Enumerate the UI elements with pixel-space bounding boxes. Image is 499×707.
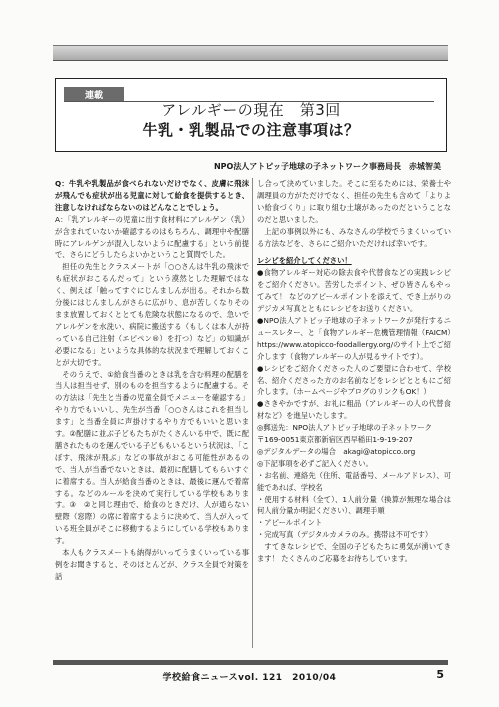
question-text: Q：牛乳や乳製品が食べられないだけでなく、皮膚に飛沫が飛んでも症状が出る児童に対して給食を提供するとき、注意しなければならないのはどんなことでしょう。 xyxy=(55,179,249,212)
series-badge: 連載 xyxy=(64,87,124,101)
list-item: ●さきやかですが、お礼に粗品（アレルギーの人の代替食材など）を進呈いたします。 xyxy=(257,399,451,421)
bottom-rule xyxy=(53,660,448,665)
list-item: ●食物アレルギー対応の除去食や代替食などの実践レシピをご紹介ください。苦労したポイント、ぜひ皆さんもやってみて！ などのアピールポイントを添えて、でき上がりのデジカメ写真とともにレシピをお送りください。 xyxy=(257,268,451,314)
paragraph: し合って決めていました。そこに至るためには、栄養士や調理員の方がただけでなく、担任の先生も含めて「よりよい給食づくり」に取り組む土壌があったのだということなのだと思いました。 xyxy=(257,179,451,224)
page-number: 5 xyxy=(436,668,444,681)
top-rule xyxy=(53,45,448,61)
paragraph: 上記の事例以外にも、みなさんの学校でうまくいっている方法などを、さらにご紹介いただければ幸いです。 xyxy=(257,226,451,248)
article-title: アレルギーの現在 第3回 xyxy=(161,101,341,119)
email-address: ◎デジタルデータの場合 akagi@atopicco.org xyxy=(257,446,416,456)
list-item: ・お名前、連絡先（住所、電話番号、メールアドレス）、可能であれば、学校名 xyxy=(257,470,451,492)
left-column xyxy=(55,178,249,583)
title-box xyxy=(55,78,447,152)
section-heading: レシピを紹介してください！ xyxy=(257,256,352,266)
list-item: ・アピールポイント xyxy=(257,518,323,528)
column-divider xyxy=(252,178,253,648)
answer-intro: A：「乳アレルギーの児童に出す食材料にアレルゲン（乳）が含まれていないか確認するのはもちろん、調理中や配膳時にアレルゲンが混入しないように配慮する」という前提で、さらにどうしたらよいかということ質問でした。 xyxy=(55,214,249,260)
right-column xyxy=(257,178,451,565)
paragraph: そのうえで、①給食当番のときは乳を含む料理の配膳を当人は担当せず、別のものを担当するように配慮する。その方法は「先生と当番の児童全員でメニューを確認する」やり方でもいいし、先生が当番「○○さんはこれを担当します」と当番全員に声掛けするやり方でもいいと思います。②配膳に並ぶ子どもたちがたくさんいる中で、既に配膳されたものを運んでいる子どももいるという状況は、「こぼす、飛沫が飛ぶ」などの事故がおこる可能性があるので、当人が当番でないときは、最初に配膳してもらいすぐに着席する。当人が給食当番のときは、最後に運んで着席する。などのルールを決めて実行している学校もあります。③ ②と同じ理由で、給食のときだけ、人が通らない壁際（窓際）の席に着席するように決めて、当人が入っている班全員がそこに移動するようにしている学校もあります。 xyxy=(55,369,249,546)
list-item: ●レシピをご紹介くださった人のご要望に合わせて、学校名、紹介くださった方のお名前などをレシピとともにご紹介します。（ホームページやブログのリンクもOK！） xyxy=(257,363,451,397)
fields-header: ◎下記事項を必ずご記入ください。 xyxy=(257,458,373,468)
article-subtitle: 牛乳・乳製品での注意事項は？ xyxy=(142,121,360,139)
author-byline: NPO法人アトピッ子地球の子ネットワーク事務局長 赤城智美 xyxy=(213,162,441,171)
list-item: ●NPO法人アトピッ子地球の子ネットワークが発行するニュースレター、と「食物アレルギー危機管理情報（FAICM）https://www.atopicco-foodallergy.org/のサイト上でご紹介します（食物アレルギーの人が見るサイトです）。 xyxy=(257,315,451,361)
paragraph: 本人もクラスメートも納得がいってうまくいっている事例をお聞きすると、そのほとんどが、クラス全員で対策を話 xyxy=(55,548,249,581)
postal-address: 〒169-0051東京都新宿区西早稲田1-9-19-207 xyxy=(257,435,413,445)
postal-destination: ◎郵送先：NPO法人アトピッ子地球の子ネットワーク xyxy=(257,423,432,433)
closing-paragraph: すてきなレシピで、全国の子どもたちに勇気が湧いてきます！ たくさんのご応募をお待ちしています。 xyxy=(257,542,451,564)
list-item: ・完成写真（デジタルカメラのみ。携帯は不可です） xyxy=(257,530,433,540)
list-item: ・使用する材料（全て）、1人前分量（換算が無理な場合は何人前分量か明記ください）、調理手順 xyxy=(257,494,451,516)
publication-footer: 学校給食ニュースvol. 121 2010/04 xyxy=(162,673,337,683)
paragraph: 担任の先生とクラスメートが「○○さんは牛乳の飛沫でも症状がおこるんだって」という漠然とした理解ではなく、例えば「触ってすぐにじんましんが出る。それから数分後にはじんましんがさらに広がり、息が苦しくなりそのまま放置しておくととても危険な状態になるので、急いでアレルゲンを水洗い、病院に搬送する（もしくは本人が持っている自己注射（エピペン®）を打つ）など」の知識が必要になる」といような具体的な状況まで理解しておくことが大切です。 xyxy=(55,262,249,367)
